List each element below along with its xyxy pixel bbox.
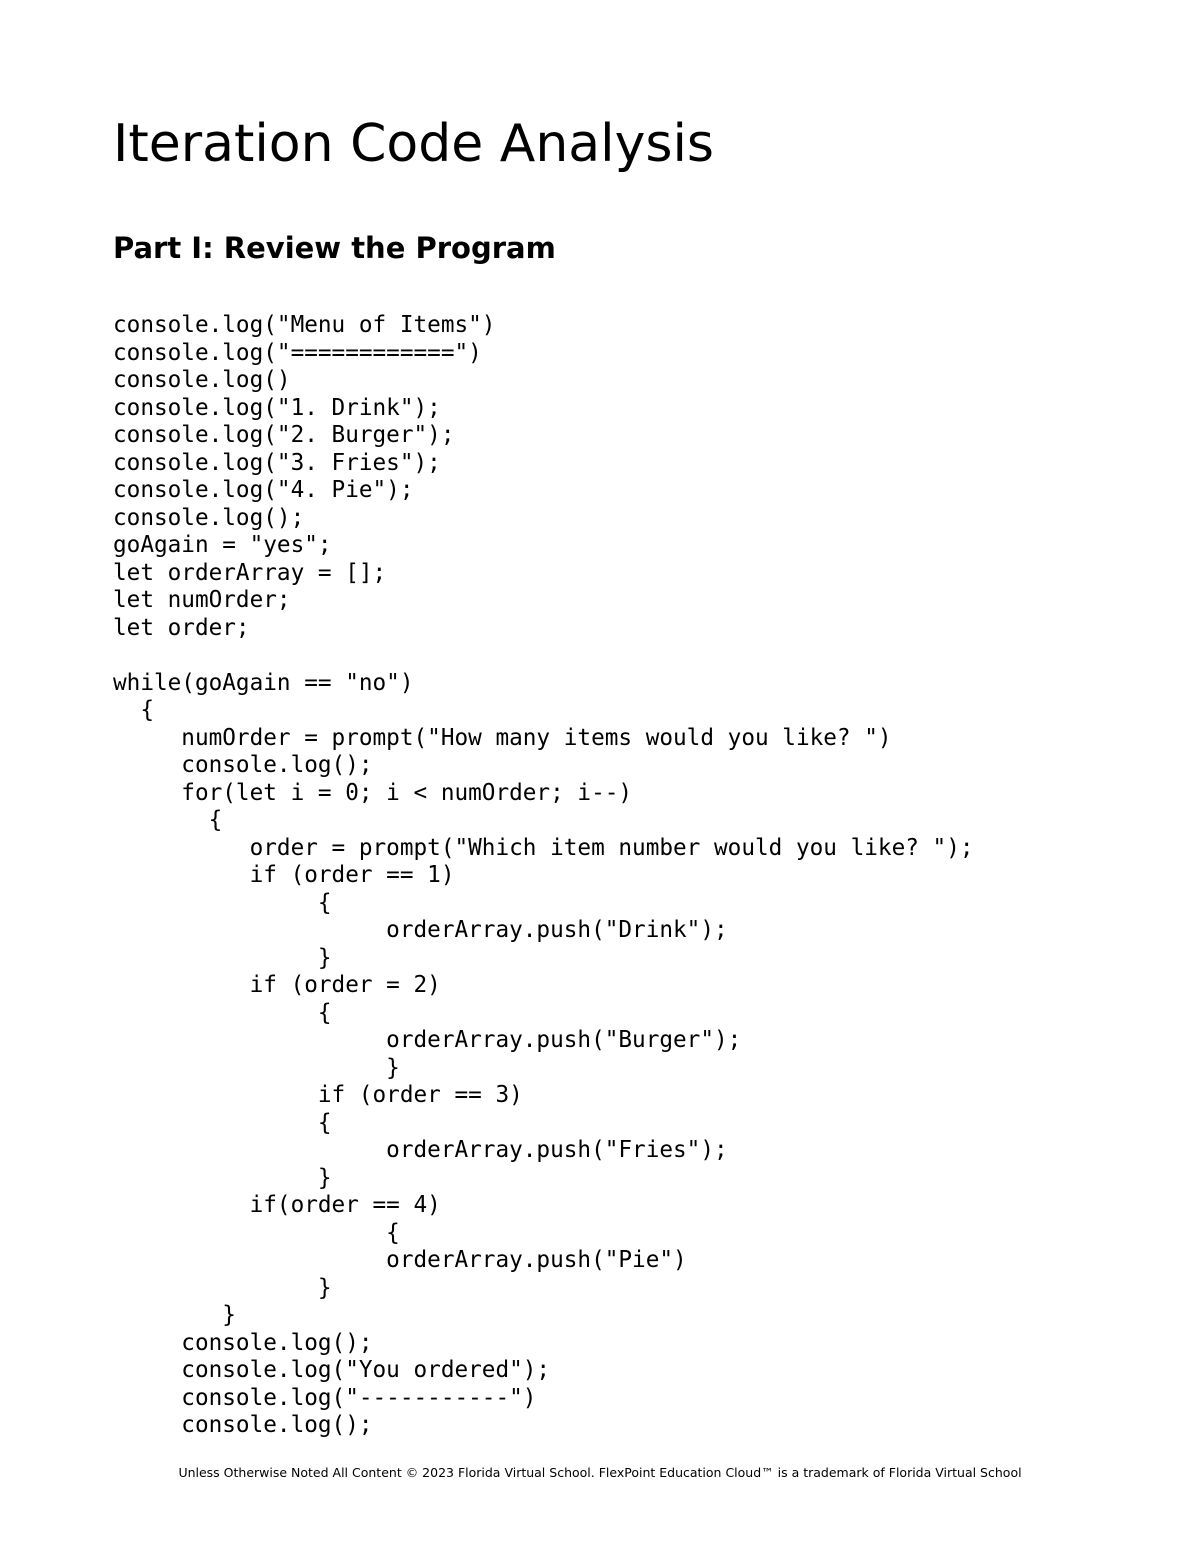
code-line: numOrder = prompt("How many items would you like? ") (113, 724, 892, 751)
code-line: console.log(); (113, 1329, 373, 1356)
code-line: } (113, 1274, 332, 1301)
code-line: let orderArray = []; (113, 559, 387, 586)
code-line: console.log(); (113, 504, 305, 531)
code-line: console.log("============") (113, 339, 482, 366)
code-line: console.log(); (113, 752, 373, 778)
code-line: } (113, 1054, 400, 1081)
copyright-footer: Unless Otherwise Noted All Content © 2023 Florida Virtual School. FlexPoint Education Cloud™ is a trademark of Florida Virtual School (178, 1465, 1022, 1480)
code-line: console.log("Menu of Items") (113, 312, 496, 338)
code-line: { (113, 1109, 332, 1136)
code-line: orderArray.push("Burger"); (113, 1027, 742, 1053)
code-line: { (113, 889, 332, 916)
code-line: console.log("-----------") (113, 1384, 537, 1411)
code-line: console.log("1. Drink"); (113, 394, 441, 421)
code-line: if (order == 1) (113, 862, 455, 888)
code-line: orderArray.push("Drink"); (113, 917, 728, 943)
code-line: for(let i = 0; i < numOrder; i--) (113, 779, 633, 806)
code-line: console.log(); (113, 1412, 373, 1438)
code-line: if(order == 4) (113, 1192, 441, 1218)
code-line: } (113, 1302, 236, 1328)
code-line: orderArray.push("Fries"); (113, 1137, 728, 1163)
code-line: if (order == 3) (113, 1082, 523, 1108)
code-line: } (113, 944, 332, 971)
code-listing (113, 312, 974, 1440)
code-line: console.log("4. Pie"); (113, 477, 414, 503)
code-line: orderArray.push("Pie") (113, 1247, 687, 1273)
code-line (113, 642, 974, 670)
code-line: { (113, 1219, 400, 1246)
code-line: goAgain = "yes"; (113, 532, 332, 558)
section-heading: Part I: Review the Program (113, 231, 556, 265)
code-line: order = prompt("Which item number would you like? "); (113, 834, 974, 861)
code-line: { (113, 999, 332, 1026)
page-title: Iteration Code Analysis (113, 114, 714, 174)
code-line: console.log("You ordered"); (113, 1357, 551, 1383)
code-line: } (113, 1164, 332, 1191)
code-line: if (order = 2) (113, 972, 441, 998)
code-line: console.log() (113, 367, 291, 393)
code-line: console.log("2. Burger"); (113, 422, 455, 448)
code-line: let numOrder; (113, 587, 291, 613)
code-line: { (113, 697, 154, 723)
code-line: { (113, 807, 223, 833)
code-line: while(goAgain == "no") (113, 669, 414, 696)
code-line: let order; (113, 614, 250, 641)
code-line: console.log("3. Fries"); (113, 449, 441, 476)
